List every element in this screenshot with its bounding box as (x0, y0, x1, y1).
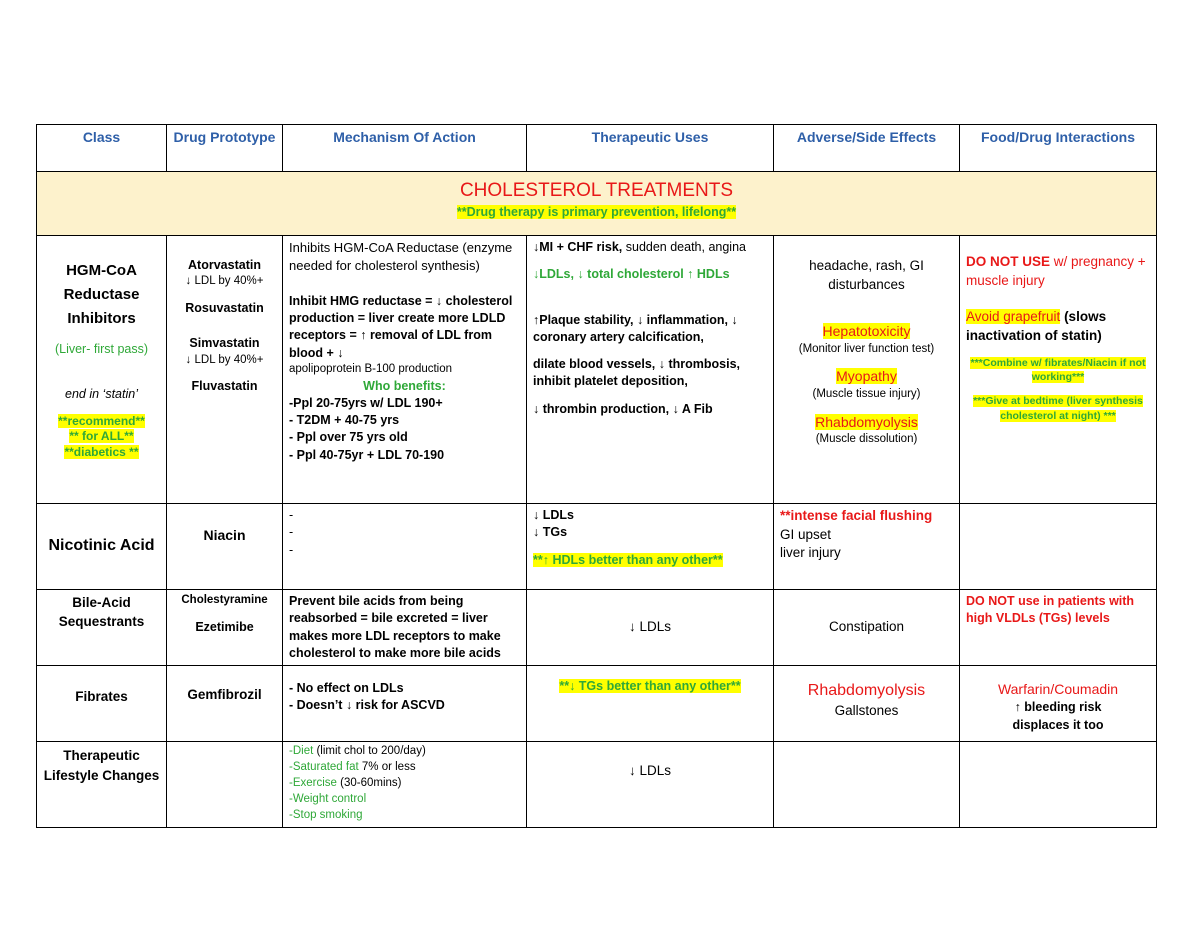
ae-rhabdomyolysis: Rhabdomyolysis (815, 413, 918, 430)
list-item: -Saturated fat 7% or less (289, 761, 416, 774)
int-cell-bile: DO NOT use in patients with high VLDLs (TGs) levels (960, 590, 1157, 666)
header-row (37, 125, 1157, 172)
table-row-statins (37, 236, 1157, 504)
page-subtitle: **Drug therapy is primary prevention, lifelong** (456, 205, 737, 220)
title-cell (37, 172, 1157, 236)
class-end-note: end in ‘statin’ (65, 387, 138, 402)
drug-fluvastatin: Fluvastatin (191, 379, 258, 394)
header-class: Class (37, 125, 167, 172)
list-item: - (289, 542, 294, 557)
use-text: ↓MI + CHF risk, sudden death, angina (533, 240, 746, 254)
use-text: **↑ HDLs better than any other** (533, 552, 723, 567)
page-title: CHOLESTEROL TREATMENTS (459, 180, 734, 201)
ae-rhabdomyolysis: Rhabdomyolysis (807, 682, 926, 699)
ae-cell-statins (774, 236, 960, 504)
uses-cell-tlc: ↓ LDLs (527, 742, 774, 828)
drug-gemfibrozil: Gemfibrozil (167, 666, 283, 742)
list-item: -Diet (limit chol to 200/day) (289, 745, 426, 757)
list-item: -Ppl 20-75yrs w/ LDL 190+ (289, 395, 443, 410)
use-text: **↓ TGs better than any other** (559, 679, 741, 693)
ae-text: Gallstones (834, 703, 899, 719)
class-name: HGM-CoA Reductase Inhibitors (63, 262, 140, 327)
class-cell-statins (37, 236, 167, 504)
class-cell-fibrates: Fibrates (37, 666, 167, 742)
drug-cholestyramine: Cholestyramine (181, 594, 268, 606)
moa-text: Inhibits HGM-CoA Reductase (enzyme needed for cholesterol synthesis) (289, 240, 513, 273)
int-bedtime: ***Give at bedtime (liver synthesis cholesterol at night) *** (973, 395, 1143, 422)
use-text: ↑Plaque stability, ↓ inflammation, ↓ coronary artery calcification, (533, 312, 738, 344)
int-text: Warfarin/Coumadin (997, 681, 1119, 697)
ae-cell-niacin (774, 504, 960, 590)
list-item: -Stop smoking (289, 809, 363, 822)
ae-text: headache, rash, GI disturbances (809, 258, 924, 292)
ae-cell-bile: Constipation (774, 590, 960, 666)
use-text: ↓ thrombin production, ↓ A Fib (533, 401, 713, 416)
header-mechanism: Mechanism Of Action (283, 125, 527, 172)
uses-cell-statins (527, 236, 774, 504)
ae-text: GI upset (780, 526, 832, 542)
uses-cell-bile: ↓ LDLs (527, 590, 774, 666)
drug-simvastatin: Simvastatin (189, 336, 260, 351)
list-item: - Ppl 40-75yr + LDL 70-190 (289, 447, 445, 462)
ae-note: (Monitor liver function test) (798, 342, 935, 355)
list-item: - T2DM + 40-75 yrs (289, 413, 400, 428)
cholesterol-table (36, 124, 1157, 828)
moa-text: - No effect on LDLs (289, 681, 404, 695)
drug-note: ↓ LDL by 40%+ (185, 275, 264, 288)
drug-cell-tlc (167, 742, 283, 828)
header-adverse-effects: Adverse/Side Effects (774, 125, 960, 172)
drug-atorvastatin: Atorvastatin (188, 258, 261, 272)
class-cell-bile: Bile-Acid Sequestrants (37, 590, 167, 666)
header-therapeutic-uses: Therapeutic Uses (527, 125, 774, 172)
drug-niacin: Niacin (167, 504, 283, 590)
moa-cell-tlc (283, 742, 527, 828)
int-cell-tlc (960, 742, 1157, 828)
drug-cell-statins (167, 236, 283, 504)
ae-hepatotoxicity: Hepatotoxicity (822, 323, 911, 340)
list-item: - (289, 525, 294, 540)
title-row (37, 172, 1157, 236)
class-recommend: **recommend** ** for ALL** **diabetics ** (58, 413, 145, 459)
table-row-niacin (37, 504, 1157, 590)
class-cell-niacin: Nicotinic Acid (37, 504, 167, 590)
class-note: (Liver- first pass) (54, 342, 149, 356)
drug-note: ↓ LDL by 40%+ (185, 353, 264, 366)
drug-rosuvastatin: Rosuvastatin (185, 301, 264, 316)
moa-text: - Doesn’t ↓ risk for ASCVD (289, 698, 445, 713)
ae-cell-tlc (774, 742, 960, 828)
list-item: -Weight control (289, 793, 367, 806)
uses-cell-fibrates (527, 666, 774, 742)
drug-cell-bile (167, 590, 283, 666)
header-interactions: Food/Drug Interactions (960, 125, 1157, 172)
ae-note: (Muscle tissue injury) (812, 387, 921, 400)
moa-text: apolipoprotein B-100 production (289, 362, 453, 375)
int-text: Avoid grapefruit (slows inactivation of statin) (966, 309, 1107, 343)
use-text: ↓ TGs (533, 525, 568, 540)
ae-note: (Muscle dissolution) (815, 432, 918, 445)
use-text: ↓LDLs, ↓ total cholesterol ↑ HDLs (533, 267, 730, 282)
moa-cell-bile: Prevent bile acids from being reabsorbed = bile excreted = liver makes more LDL receptors to make cholesterol to make more bile acids (283, 590, 527, 666)
who-benefits: Who benefits: (363, 378, 446, 393)
moa-cell-niacin (283, 504, 527, 590)
use-text: ↓ LDLs (533, 508, 574, 522)
moa-cell-statins (283, 236, 527, 504)
drug-ezetimibe: Ezetimibe (195, 619, 254, 634)
ae-myopathy: Myopathy (836, 368, 897, 385)
moa-text: Inhibit HMG reductase = ↓ cholesterol production = liver create more LDLD receptors = ↑ removal of LDL from blood + ↓ (289, 293, 513, 360)
moa-cell-fibrates (283, 666, 527, 742)
int-cell-statins (960, 236, 1157, 504)
header-drug-prototype: Drug Prototype (167, 125, 283, 172)
int-text: ↑ bleeding risk (1014, 700, 1102, 715)
class-cell-tlc: Therapeutic Lifestyle Changes (37, 742, 167, 828)
int-cell-fibrates (960, 666, 1157, 742)
ae-text: liver injury (780, 545, 841, 561)
uses-cell-niacin (527, 504, 774, 590)
int-text: displaces it too (1012, 717, 1104, 732)
table-row-bile (37, 590, 1157, 666)
use-text: dilate blood vessels, ↓ thrombosis, inhibit platelet deposition, (533, 357, 740, 389)
ae-cell-fibrates (774, 666, 960, 742)
table-row-tlc (37, 742, 1157, 828)
table-row-fibrates (37, 666, 1157, 742)
list-item: - Ppl over 75 yrs old (289, 430, 408, 445)
int-combine: ***Combine w/ fibrates/Niacin if not working*** (970, 356, 1146, 383)
list-item: -Exercise (30-60mins) (289, 777, 402, 790)
ae-text: **intense facial flushing (780, 508, 933, 523)
list-item: - (289, 508, 294, 522)
int-text: DO NOT USE w/ pregnancy + muscle injury (966, 254, 1146, 288)
int-cell-niacin (960, 504, 1157, 590)
